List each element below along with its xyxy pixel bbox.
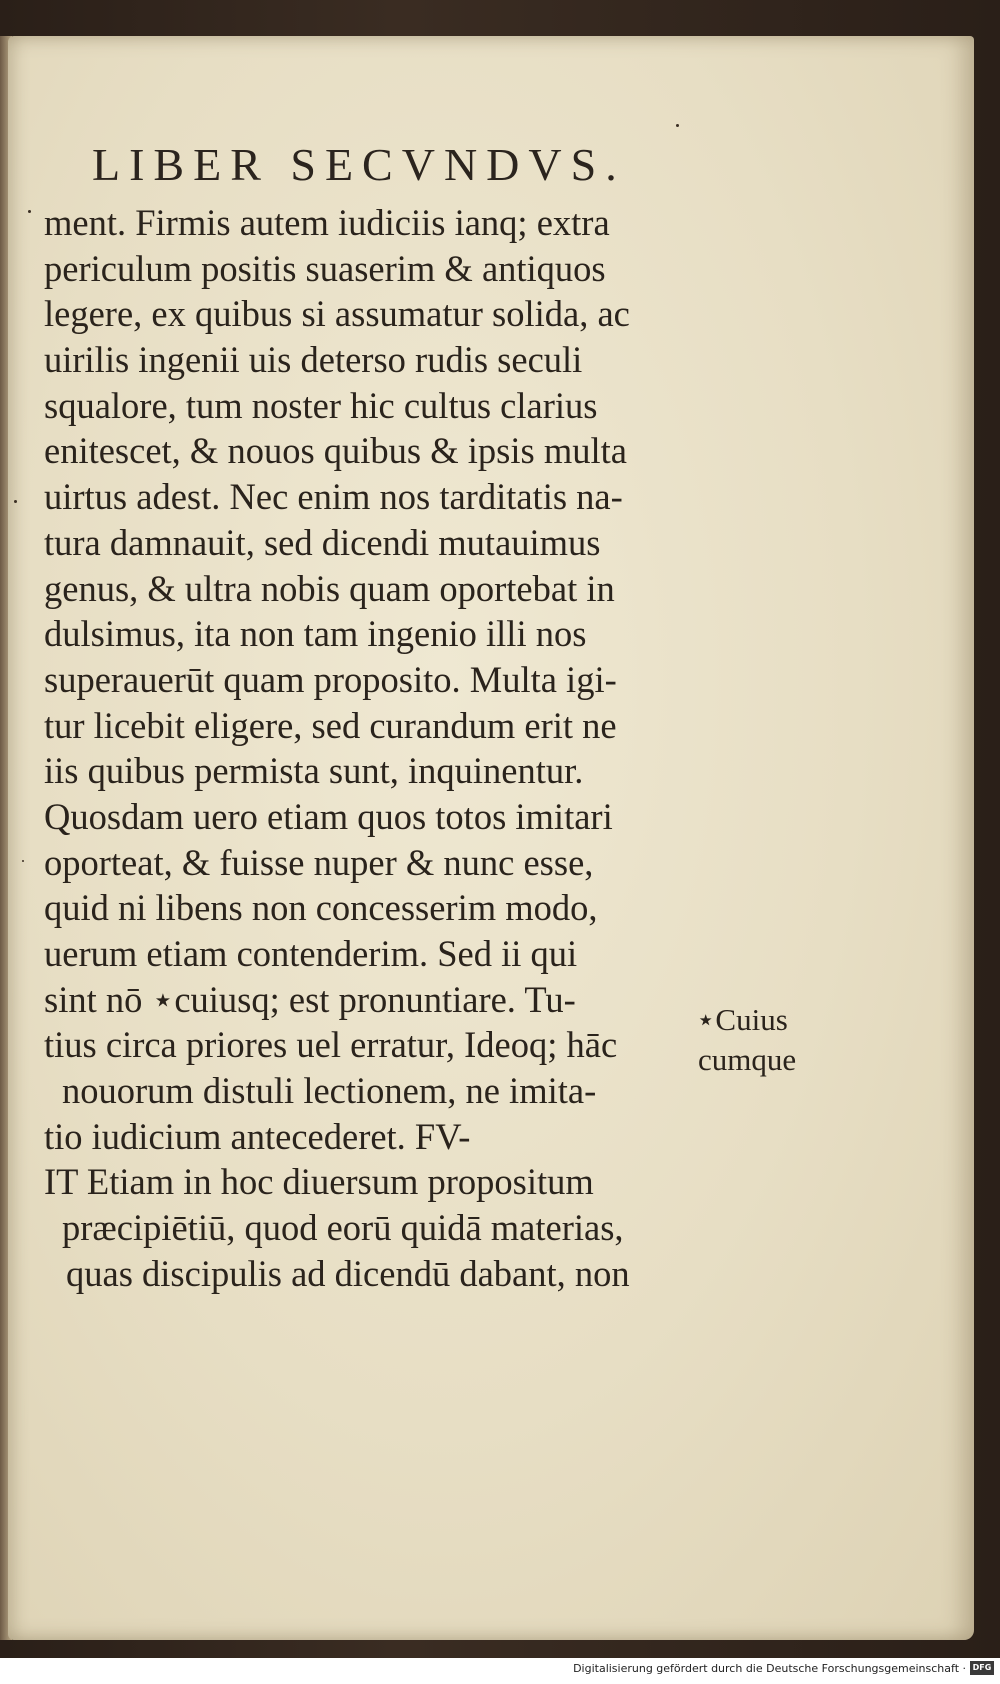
running-head: LIBER SECVNDVS.: [92, 139, 626, 190]
text-line: genus, & ultra nobis quam oportebat in: [44, 567, 615, 609]
marginal-note-line: ⋆Cuius: [696, 1002, 788, 1037]
text-line: periculum positis suaserim & antiquos: [44, 247, 606, 289]
text-line: uirtus adest. Nec enim nos tarditatis na-: [44, 476, 623, 518]
text-line: tur licebit eligere, sed curandum erit ne: [44, 704, 617, 746]
marginal-note: [696, 1000, 846, 1080]
text-line: quas discipulis ad dicendū dabant, non: [66, 1252, 630, 1294]
marginal-note-line: cumque: [698, 1042, 797, 1077]
dfg-logo: DFG: [970, 1661, 994, 1675]
text-line: tura damnauit, sed dicendi mutauimus: [44, 521, 601, 563]
text-line: oporteat, & fuisse nuper & nunc esse,: [44, 841, 594, 883]
text-line: uerum etiam contenderim. Sed ii qui: [44, 933, 578, 974]
text-line: enitescet, & nouos quibus & ipsis multa: [44, 430, 627, 472]
text-line: sint nō ⋆cuiusq; est pronuntiare. Tu-: [44, 978, 576, 1020]
text-line: quid ni libens non concesserim modo,: [44, 887, 598, 929]
text-line: ment. Firmis autem iudiciis ianq; extra: [44, 202, 610, 243]
text-line: superauerūt quam proposito. Multa igi-: [44, 658, 617, 700]
text-line: præcipiētiū, quod eorū quidā materias,: [62, 1207, 624, 1249]
text-line: legere, ex quibus si assumatur solida, ac: [44, 293, 630, 335]
text-line: dulsimus, ita non tam ingenio illi nos: [44, 613, 587, 655]
text-line: uirilis ingenii uis deterso rudis seculi: [44, 339, 583, 381]
footer-strip: [0, 1658, 1000, 1684]
text-line: Quosdam uero etiam quos totos imitari: [44, 795, 613, 837]
text-line: squalore, tum noster hic cultus clarius: [44, 384, 598, 426]
funding-notice: Digitalisierung gefördert durch die Deutsche Forschungsgemeinschaft ·: [573, 1662, 966, 1675]
text-line: IT Etiam in hoc diuersum propositum: [44, 1161, 594, 1203]
paper-speck: [676, 124, 679, 127]
paper-speck: [28, 210, 31, 213]
text-line: iis quibus permista sunt, inquinentur.: [44, 750, 584, 792]
body-text: [44, 200, 694, 1297]
text-line: nouorum distuli lectionem, ne imita-: [62, 1070, 597, 1112]
text-line: tio iudicium antecederet. FV-: [44, 1115, 471, 1157]
paper-speck: [14, 500, 17, 503]
paper-speck: [22, 860, 24, 862]
text-line: tius circa priores uel erratur, Ideoq; hāc: [44, 1024, 618, 1066]
